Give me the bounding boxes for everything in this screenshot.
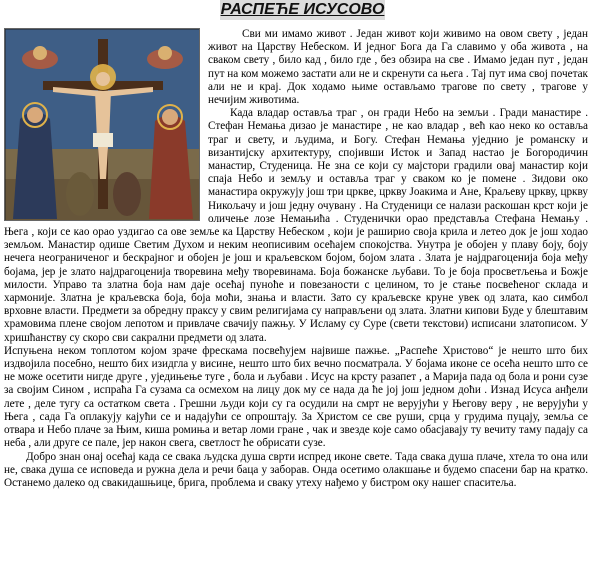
page-title: РАСПЕЋЕ ИСУСОВО — [220, 1, 385, 18]
paragraph-1: Сви ми имамо живот . Један живот који живимо на овом свету , један живот на Царству Небеском. И једног Бога да Га славимо у оба живота , на сваком свету , било кад , било где , без обзира на све . Имамо један пут , један пут на ком можемо застати али не и скренути са њега . Тај пут има свој почетак али не и крај. Док ходамо њиме остављамо трагове по свету , трагове у нечијим животима. — [208, 28, 588, 107]
paragraph-2: Када владар оставља траг , он гради Небо на земљи . Гради манастире . Стефан Немања дизао је манастире , не као владар , већ као неко ко оставља траг и свету, и људима, и Богу. Стефан Немања уједнио је романску и византијску архитектуру, спојивши Исток и Запад настао је Богородичин манастир, Студеница. Не зна се који су мајстори градили овај манастир који спаја Небо и земљу и оставља траг у сваком ко је помене . Зидови око манастира окружују још три цркве, цркву Јоакима и Ане, Краљеву цркву, цркву Никољачу и још једну очувану . На Студеници се налази раскошан крст који је оличење лозе Немањића . Студенички орао представља Стефана Немању . Њега , који се као орао уздигао са ове земље ка Царству Небеском , који је раширио своја крила и летео док је још ходао земљом. Манастир одише Светим Духом и неким неописивим осећајем спокојства. Унутра је обојен у плаву боју, боју нечега неограниченог и бескрајног и обојен је још и краљевском бојом, бојом злата . Злата је најдрагоценија боја међу бојама, јер је злато најдрагоценија творевина међу творевинама. Боја божанске љубави. То је боја просветљења и Божје милости. Управо та златна боја нам даје осећај пуноће и повезаности с целином, то је стање посвећеног склада и хармоније. Златна је краљевска боја, боја моћи, знања и власти. Зато су краљевске круне увек од злата, као симбол врховне власти. Предмети за обредну праксу у свим религијама су направљени од злата. Златни кипови Буде у блештавим храмовима плене својом лепотом и привлаче свачију пажњу. У Исламу су Суре (свети текстови) исписани златописом. У хришћанству су скоро сви сакрални предмети од злата. — [4, 107, 588, 344]
image-spacer — [4, 28, 208, 224]
paragraph-4: Добро знан онај осећај када се свака људска душа сврти испред иконе свете. Тада свака душа плаче, хтела то она или не, свака душа се исповеда и ружна дела и речи баца у заборав. Онда осетимо олакшање и будемо спасени бар на кратко. Останемо далеко од свакидашњице, брига, проблема и сваку утеху нађемо у бистром оку нашег спаситеља. — [4, 450, 588, 489]
paragraph-3: Испуњена неком топлотом којом зраче фрескама посвећујем највише пажње. „Распеће Христово“ је нешто што бих издвојила посебно, нешто бих изидгла у висине, нешто што бих вечно посматрала. У бојама иконе се осећа нешто што се не може осетити нигде друге , уједињење туге , бола и љубави . Исус на крсту разапет , а Марија пада од бола и рони сузе за својим Сином , испраћа Га сузама са осмехом на лицу док му се нада да ће јој још једном доћи . Изнад Исуса анђели лете , деле тугу са остатком света . Грешни људи који су га осудили на смрт не верујући у Његову веру , не верујући у Њега , сада Га оплакују кајући се и надајући се опроштају. За Христом се све руши, срца у грудима пуцају, земља се отвара и Небо плаче за Њим, кишa ромиња и ветар ломи гране , чак и звезде које само обасјавају ту вечиту таму падају са неба , али друге се пале, јер након свега, светлост ће обрисати сузе. — [4, 344, 588, 450]
article-body — [4, 28, 588, 490]
